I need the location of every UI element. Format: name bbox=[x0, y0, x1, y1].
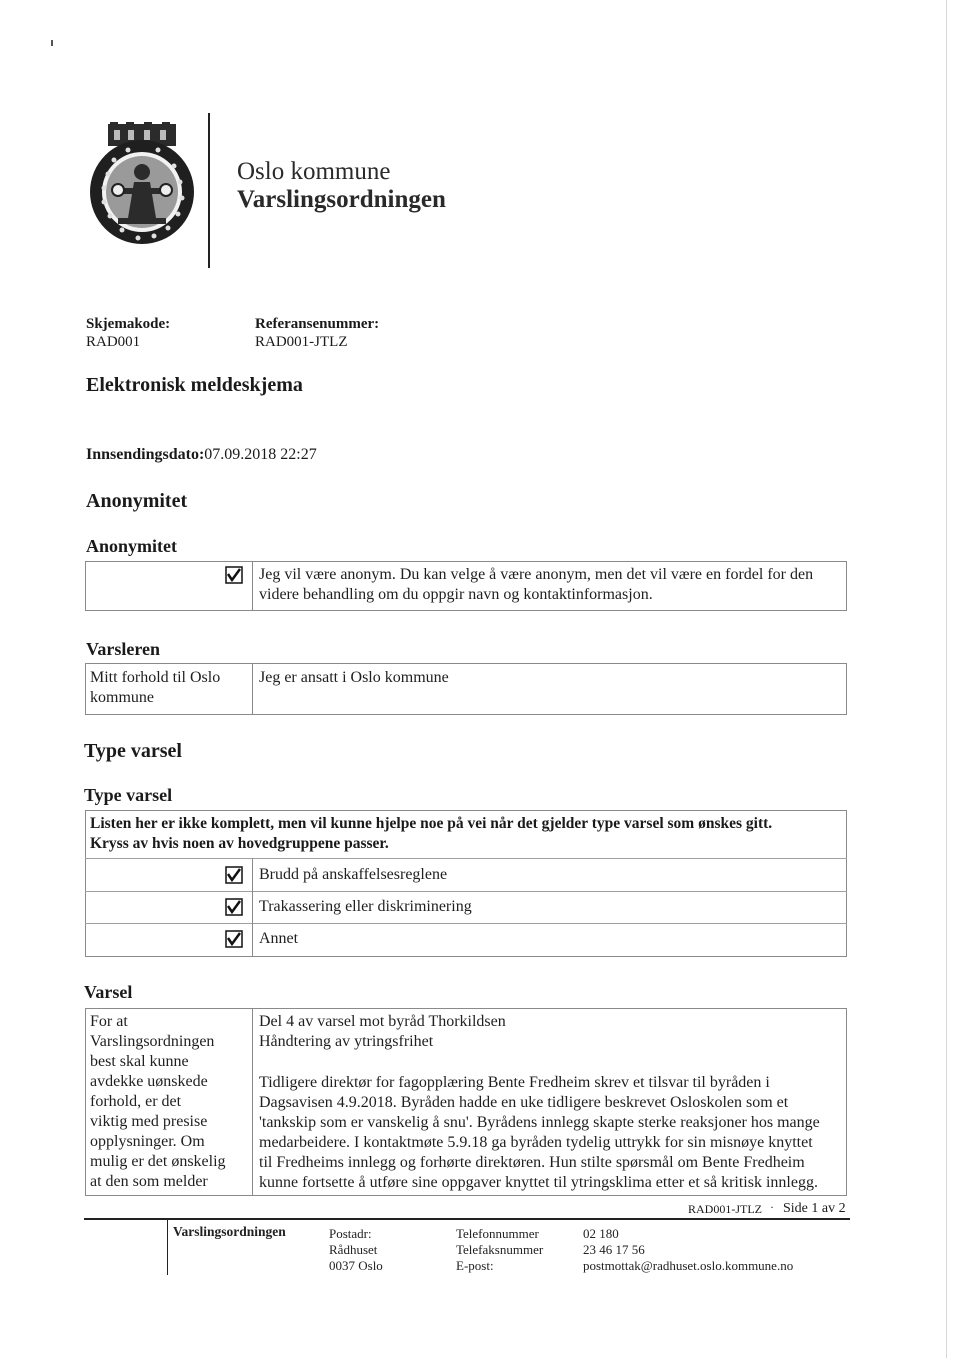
whistleblower-question: Mitt forhold til Oslo kommune bbox=[90, 669, 221, 706]
report-prompt bbox=[90, 1012, 226, 1192]
row-divider bbox=[85, 923, 847, 924]
report-heading-line: Del 4 av varsel mot byråd Thorkildsen bbox=[259, 1013, 506, 1030]
report-heading bbox=[259, 1012, 506, 1052]
report-body-line: til Fredheims innlegg og forhørte direktøren. Hun stilte spørsmål om Bente Fredheim bbox=[259, 1154, 805, 1171]
footer-phone-label: Telefonnummer bbox=[456, 1226, 539, 1241]
checkbox-checked-icon[interactable] bbox=[225, 930, 243, 948]
prompt-line: Varslingsordningen bbox=[90, 1033, 215, 1050]
table-divider bbox=[252, 663, 253, 715]
footer-contact-values bbox=[583, 1226, 793, 1274]
section-title-whistleblower: Varsleren bbox=[86, 639, 160, 659]
report-body-line: 'tankskip som er vanskelig å snu'. Byrådens innlegg skapte sterke reaksjoner hos mange bbox=[259, 1114, 820, 1131]
page-edge bbox=[946, 0, 947, 1358]
submission-date-value: 07.09.2018 22:27 bbox=[204, 446, 317, 463]
form-code-label: Skjemakode: bbox=[86, 316, 171, 332]
footer-email-label: E-post: bbox=[456, 1258, 494, 1273]
organization-name: Oslo kommune bbox=[237, 158, 391, 185]
report-heading-line: Håndtering av ytringsfrihet bbox=[259, 1033, 434, 1050]
submission-date bbox=[86, 446, 317, 464]
table-divider bbox=[252, 561, 253, 611]
section-title-report: Varsel bbox=[84, 982, 133, 1002]
prompt-line: For at bbox=[90, 1013, 128, 1030]
section-title-anonymity: Anonymitet bbox=[86, 490, 188, 512]
scan-mark bbox=[51, 40, 53, 46]
department-title: Varslingsordningen bbox=[237, 186, 446, 213]
report-type-instruction-line-2: Kryss av hvis noen av hovedgruppene passer. bbox=[90, 835, 389, 852]
reference-value: RAD001-JTLZ bbox=[255, 334, 348, 350]
reference-label: Referansenummer: bbox=[255, 316, 380, 332]
footer-postal-line-2: 0037 Oslo bbox=[329, 1258, 383, 1273]
row-divider bbox=[85, 858, 847, 859]
table-divider bbox=[252, 1008, 253, 1196]
footer-divider bbox=[167, 1220, 168, 1275]
checkbox-checked-icon[interactable] bbox=[225, 566, 243, 584]
footer-reference: RAD001-JTLZ bbox=[688, 1202, 762, 1216]
subsection-title-report-type: Type varsel bbox=[84, 785, 173, 805]
footer-postal bbox=[329, 1226, 383, 1274]
header-divider bbox=[208, 113, 210, 268]
prompt-line: viktig med presise bbox=[90, 1113, 208, 1130]
report-body-line: Tidligere direktør for fagopplæring Bente Fredheim skrev et tilsvar til byråden i bbox=[259, 1074, 770, 1091]
report-body bbox=[259, 1073, 845, 1193]
report-type-instruction-line-1: Listen her er ikke komplett, men vil kunne hjelpe noe på vei når det gjelder type varsel som ønskes gitt. bbox=[90, 815, 773, 832]
footer-postal-label: Postadr: bbox=[329, 1226, 372, 1241]
checkbox-checked-icon[interactable] bbox=[225, 898, 243, 916]
report-body-line: medarbeidere. I kontaktmøte 5.9.18 ga byråden tydelig uttrykk for sin misnøye knyttet bbox=[259, 1134, 813, 1151]
footer-email[interactable]: postmottak@radhuset.oslo.kommune.no bbox=[583, 1258, 794, 1273]
prompt-line: forhold, er det bbox=[90, 1093, 182, 1110]
prompt-line: mulig er det ønskelig bbox=[90, 1153, 226, 1170]
prompt-line: opplysninger. Om bbox=[90, 1133, 205, 1150]
oslo-seal-icon bbox=[88, 122, 196, 248]
row-divider bbox=[85, 891, 847, 892]
footer-fax-label: Telefaksnummer bbox=[456, 1242, 544, 1257]
prompt-line: avdekke uønskede bbox=[90, 1073, 208, 1090]
form-code-value: RAD001 bbox=[86, 334, 141, 350]
form-title: Elektronisk meldeskjema bbox=[86, 374, 303, 396]
report-body-line: kunne fortsette å utføre sine oppgaver knyttet til ytringsklima etter et så kritisk innlegg. bbox=[259, 1174, 818, 1191]
section-title-report-type: Type varsel bbox=[84, 740, 182, 762]
page-number: Side 1 av 2 bbox=[783, 1201, 846, 1216]
footer-fax: 23 46 17 56 bbox=[583, 1242, 645, 1257]
report-body-line: Dagsavisen 4.9.2018. Byråden hadde en uke tidligere beskrevet Osloskolen som et bbox=[259, 1094, 789, 1111]
table-divider bbox=[252, 858, 253, 957]
report-type-option-harassment: Trakassering eller diskriminering bbox=[259, 898, 472, 915]
anonymity-text: Jeg vil være anonym. Du kan velge å være anonym, men det vil være en fordel for den videre behandling om du oppgir navn og kontaktinformasjon. bbox=[259, 566, 814, 603]
footer-separator: · bbox=[770, 1200, 774, 1214]
whistleblower-answer: Jeg er ansatt i Oslo kommune bbox=[259, 669, 449, 686]
report-type-option-other: Annet bbox=[259, 930, 299, 947]
prompt-line: best skal kunne bbox=[90, 1053, 189, 1070]
subsection-title-anonymity: Anonymitet bbox=[86, 536, 177, 556]
footer-phone: 02 180 bbox=[583, 1226, 619, 1241]
footer-org: Varslingsordningen bbox=[173, 1224, 286, 1239]
footer-rule bbox=[84, 1218, 850, 1220]
checkbox-checked-icon[interactable] bbox=[225, 866, 243, 884]
prompt-line: at den som melder bbox=[90, 1173, 208, 1190]
report-type-option-procurement: Brudd på anskaffelsesreglene bbox=[259, 866, 448, 883]
footer-contact-labels bbox=[456, 1226, 543, 1274]
submission-date-label: Innsendingsdato: bbox=[86, 446, 205, 463]
footer-postal-line-1: Rådhuset bbox=[329, 1242, 378, 1257]
